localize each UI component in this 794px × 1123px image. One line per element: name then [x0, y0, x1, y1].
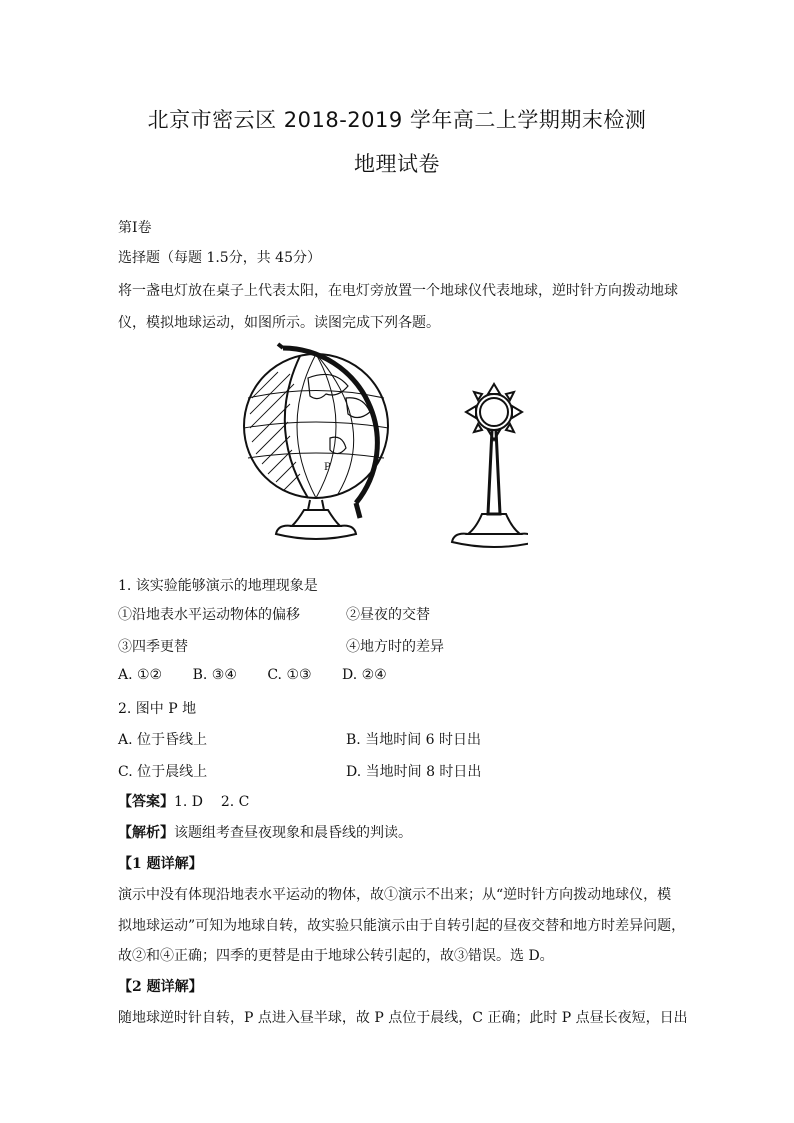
q1-item-2: ②昼夜的交替: [346, 607, 430, 623]
q2-option-a: A. 位于昏线上: [118, 732, 208, 748]
page-subtitle: 地理试卷: [354, 152, 440, 176]
q2-stem: 2. 图中 P 地: [118, 701, 197, 717]
answer-row: [118, 791, 249, 811]
q1-option-b: B. ③④: [192, 667, 237, 683]
detail-1-line-3: 故②和④正确；四季的更替是由于地球公转引起的，故③错误。选 D。: [118, 948, 554, 964]
detail-1-line-1: 演示中没有体现沿地表水平运动的物体，故①演示不出来；从“逆时针方向拨动地球仪，模: [118, 887, 672, 903]
detail-1-label: 【1 题详解】: [118, 856, 203, 872]
q1-stem: 1. 该实验能够演示的地理现象是: [118, 578, 318, 594]
q1-options: [118, 667, 413, 683]
answer-label: 【答案】: [118, 794, 174, 810]
detail-2-line-1: 随地球逆时针自转，P 点进入昼半球，故 P 点位于晨线，C 正确；此时 P 点昼长夜短，日出: [118, 1010, 688, 1026]
q1-item-4: ④地方时的差异: [346, 639, 444, 655]
q1-item-1: ①沿地表水平运动物体的偏移: [118, 607, 300, 623]
analysis-label: 【解析】: [118, 825, 174, 841]
intro-line-1: 将一盏电灯放在桌子上代表太阳，在电灯旁放置一个地球仪代表地球，逆时针方向拨动地球: [118, 283, 678, 299]
q1-option-d: D. ②④: [342, 667, 387, 683]
q2-option-b: B. 当地时间 6 时日出: [346, 732, 481, 748]
answer-text: 1. D 2. C: [174, 794, 250, 810]
q1-option-a: A. ①②: [118, 667, 163, 683]
detail-1-line-2: 拟地球运动”可知为地球自转，故实验只能演示由于自转引起的昼夜交替和地方时差异问题，: [118, 918, 686, 934]
analysis-text: 该题组考查昼夜现象和晨昏线的判读。: [174, 825, 412, 841]
q1-option-c: C. ①③: [267, 667, 312, 683]
q2-option-c: C. 位于晨线上: [118, 764, 208, 780]
point-p-label: P: [324, 462, 331, 473]
instructions: 选择题（每题 1.5分，共 45分）: [118, 250, 321, 266]
volume-label: 第Ⅰ卷: [118, 220, 152, 236]
analysis-row: [118, 822, 412, 842]
q2-option-d: D. 当地时间 8 时日出: [346, 764, 482, 780]
page-title: 北京市密云区 2018-2019 学年高二上学期期末检测: [147, 108, 647, 132]
intro-line-2: 仪，模拟地球运动，如图所示。读图完成下列各题。: [118, 315, 440, 331]
q1-item-3: ③四季更替: [118, 639, 188, 655]
detail-2-label: 【2 题详解】: [118, 979, 203, 995]
globe-lamp-figure: [238, 338, 528, 556]
sun-lamp: [452, 384, 528, 547]
